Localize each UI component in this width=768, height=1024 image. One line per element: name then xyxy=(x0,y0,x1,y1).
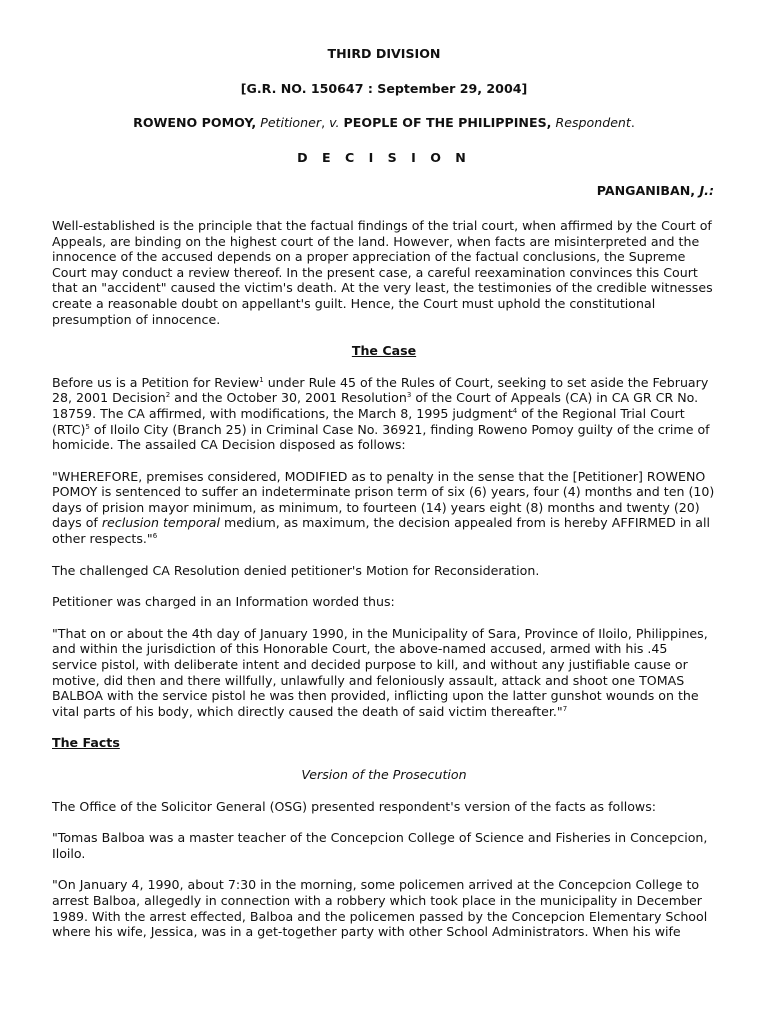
case-text-c: and the October 30, 2001 Resolution xyxy=(170,390,407,406)
intro-paragraph: Well-established is the principle that the factual findings of the trial court, when affirmed by the Court of Appeals, are binding on the highest court of the land. However, when facts are misinterpreted and the innocence of the accused depends on a proper appreciation of the factual conclusions, the Supreme Court may conduct a review thereof. In the present case, a careful reexamination convinces this Court that an "accident" caused the victim's death. At the very least, the testimonies of the credible witnesses create a reasonable doubt on appellant's guilt. Hence, the Court must uphold the constitutional presumption of innocence. xyxy=(52,217,713,327)
footnote-ref-5[interactable]: 5 xyxy=(85,422,90,431)
ponente xyxy=(52,183,716,199)
ponente-name: PANGANIBAN, xyxy=(596,183,696,199)
gr-number: [G.R. NO. 150647 : September 29, 2004] xyxy=(240,80,528,96)
division-heading: THIRD DIVISION xyxy=(327,46,441,61)
footnote-ref-6[interactable]: 6 xyxy=(152,531,158,540)
the-facts-heading-text: The Facts xyxy=(52,735,120,751)
respondent-name: PEOPLE OF THE PHILIPPINES, xyxy=(343,115,552,131)
quote-text-a: "WHEREFORE, premises considered, MODIFIED as to penalty in the sense that the [Petitioner] ROWENO POMOY is sentenced to suffer an indeterminate prison term of six (6) years, four (4) months and ten (10) days of prision mayor minimum, as minimum, to fourteen (14) years eight (8) months and twenty (20) days of xyxy=(52,468,715,531)
case-parties: ROWENO POMOY, Petitioner, v. PEOPLE OF THE PHILIPPINES, Respondent. xyxy=(133,115,635,131)
information-quote xyxy=(52,626,716,720)
ca-decision-quote xyxy=(52,469,716,547)
quote-text-b: medium, as maximum, the decision appealed from is hereby AFFIRMED in all other respects." xyxy=(52,515,711,547)
the-facts-heading xyxy=(52,735,716,751)
arrest-paragraph: "On January 4, 1990, about 7:30 in the morning, some policemen arrived at the Concepcion College to arrest Balboa, allegedly in connection with a robbery which took place in the municipality in December 1989. With the arrest effected, Balboa and the policemen passed by the Concepcion Elementary School where his wife, Jessica, was in a get-together party with other School Administrators. When his wife xyxy=(52,877,708,940)
footnote-ref-7[interactable]: 7 xyxy=(562,704,568,713)
ponente-title: J.: xyxy=(699,183,714,199)
osg-paragraph: The Office of the Solicitor General (OSG) presented respondent's version of the facts as follows: xyxy=(52,798,657,814)
footnote-ref-1[interactable]: 1 xyxy=(259,375,264,384)
decision-label: D E C I S I O N xyxy=(297,149,471,165)
quote-italic-term: reclusion temporal xyxy=(101,515,221,531)
footnote-ref-4[interactable]: 4 xyxy=(512,406,518,415)
case-text-a: Before us is a Petition for Review xyxy=(52,374,260,390)
case-text-f: of Iloilo City (Branch 25) in Criminal Case No. 36921, finding Roweno Pomoy guilty of the crime of homicide. The assailed CA Decision disposed as follows: xyxy=(52,421,710,453)
petitioner-name: ROWENO POMOY, xyxy=(133,115,257,131)
case-text-b: under Rule 45 of the Rules of Court, seeking to set aside the February 28, 2001 Decision xyxy=(52,374,709,406)
prosecution-version-subheading: Version of the Prosecution xyxy=(301,767,467,782)
footnote-ref-3[interactable]: 3 xyxy=(406,391,412,400)
versus-label: v. xyxy=(329,115,340,131)
case-paragraph xyxy=(52,375,716,453)
the-case-heading-text: The Case xyxy=(351,343,417,359)
case-text-d: of the Court of Appeals (CA) in CA GR CR No. 18759. The CA affirmed, with modifications, the March 8, 1995 judgment xyxy=(52,390,699,421)
case-text-e: of the Regional Trial Court (RTC) xyxy=(52,405,685,437)
respondent-role: Respondent xyxy=(555,115,631,131)
footnote-ref-2[interactable]: 2 xyxy=(165,391,171,400)
information-quote-text: "That on or about the 4th day of January 1990, in the Municipality of Sara, Province of Iloilo, Philippines, and within the jurisdiction of this Honorable Court, the above-named accused, armed with his .45 service pistol, with deliberate intent and decided purpose to kill, and without any justifiable cause or motive, did then and there willfully, unlawfully and feloniously assault, attack and shoot one TOMAS BALBOA with the service pistol he was then provided, inflicting upon the latter gunshot wounds on the vital parts of his body, which directly caused the death of said victim thereafter." xyxy=(52,625,708,719)
information-intro-paragraph: Petitioner was charged in an Information worded thus: xyxy=(52,594,395,610)
the-case-heading xyxy=(52,343,716,359)
resolution-paragraph: The challenged CA Resolution denied petitioner's Motion for Reconsideration. xyxy=(52,562,540,578)
petitioner-role: Petitioner xyxy=(260,115,322,131)
balboa-paragraph: "Tomas Balboa was a master teacher of the Concepcion College of Science and Fisheries in Concepcion, Iloilo. xyxy=(52,830,708,861)
